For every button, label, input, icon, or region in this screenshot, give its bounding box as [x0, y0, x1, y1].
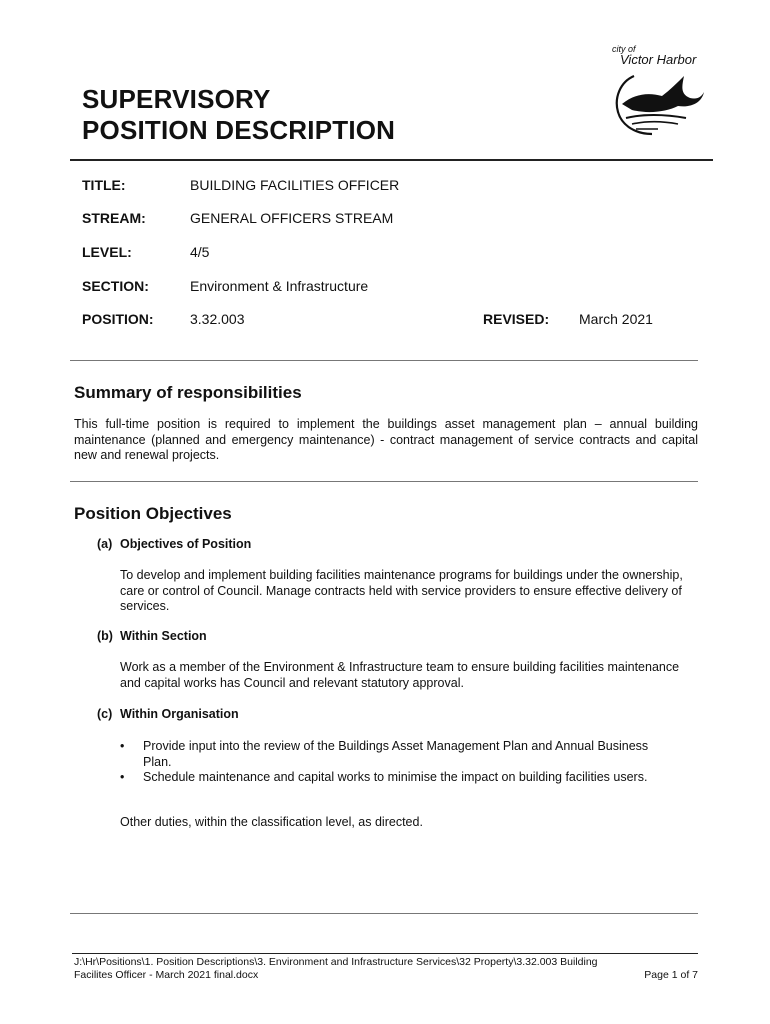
list-item	[120, 739, 680, 770]
other-duties-text: Other duties, within the classification level, as directed.	[120, 815, 423, 829]
title-value: BUILDING FACILITIES OFFICER	[190, 177, 400, 193]
objective-a-title: Objectives of Position	[120, 537, 252, 551]
logo-name-text: Victor Harbor	[620, 52, 697, 67]
footer-path-line-2: Facilites Officer - March 2021 final.docx	[74, 969, 259, 981]
title-line-2: POSITION DESCRIPTION	[82, 115, 396, 145]
level-label: LEVEL:	[82, 244, 132, 260]
position-label: POSITION:	[82, 311, 154, 327]
summary-divider	[70, 481, 698, 482]
header-divider	[70, 159, 713, 161]
title-line-1: SUPERVISORY	[82, 84, 271, 114]
list-item	[120, 770, 680, 786]
fields-divider	[70, 360, 698, 361]
footer-divider	[72, 953, 698, 954]
objective-a-text: To develop and implement building facilities maintenance programs for buildings under the ownership, care or control of Council. Manage contracts held with service providers to ensure effective delivery of services.	[120, 568, 683, 613]
objective-c-bullet-list	[120, 739, 680, 786]
objective-a-letter: (a)	[97, 537, 113, 551]
revised-label: REVISED:	[483, 311, 550, 327]
bullet-icon: •	[120, 739, 125, 753]
summary-text: This full-time position is required to implement the buildings asset management plan – annual building maintenance (planned and emergency maintenance) - contract management of service contracts and capital new and renewal projects.	[74, 417, 698, 462]
stream-label: STREAM:	[82, 210, 146, 226]
objective-a-heading	[97, 537, 251, 551]
victor-harbor-logo	[606, 44, 710, 140]
document-title	[82, 84, 395, 146]
footer-file-path	[74, 956, 698, 982]
page-number: Page 1 of 7	[644, 969, 698, 981]
level-value: 4/5	[190, 244, 210, 260]
objective-b-letter: (b)	[97, 629, 113, 643]
objectives-heading: Position Objectives	[74, 504, 232, 523]
bullet-text: Schedule maintenance and capital works to minimise the impact on building facilities users.	[143, 770, 648, 784]
summary-heading: Summary of responsibilities	[74, 383, 302, 402]
title-label: TITLE:	[82, 177, 126, 193]
logo-city-text: city of	[612, 44, 636, 54]
objective-c-letter: (c)	[97, 707, 113, 721]
position-value: 3.32.003	[190, 311, 245, 327]
objective-c-heading	[97, 707, 239, 721]
objective-b-title: Within Section	[120, 629, 207, 643]
whale-tail-emblem-icon	[612, 68, 706, 138]
footer-path-line-1: J:\Hr\Positions\1. Position Descriptions\3. Environment and Infrastructure Services\32 Property\3.32.003 Building	[74, 956, 598, 968]
stream-value: GENERAL OFFICERS STREAM	[190, 210, 394, 226]
objective-b-heading	[97, 629, 207, 643]
bullet-icon: •	[120, 770, 125, 784]
objective-b-text: Work as a member of the Environment & Infrastructure team to ensure building facilities maintenance and capital works has Council and relevant statutory approval.	[120, 660, 680, 690]
bullet-text: Provide input into the review of the Buildings Asset Management Plan and Annual Business Plan.	[143, 739, 649, 769]
revised-value: March 2021	[579, 311, 653, 327]
objective-c-title: Within Organisation	[120, 707, 239, 721]
content-end-divider	[70, 913, 698, 914]
section-label: SECTION:	[82, 278, 149, 294]
section-value: Environment & Infrastructure	[190, 278, 369, 294]
